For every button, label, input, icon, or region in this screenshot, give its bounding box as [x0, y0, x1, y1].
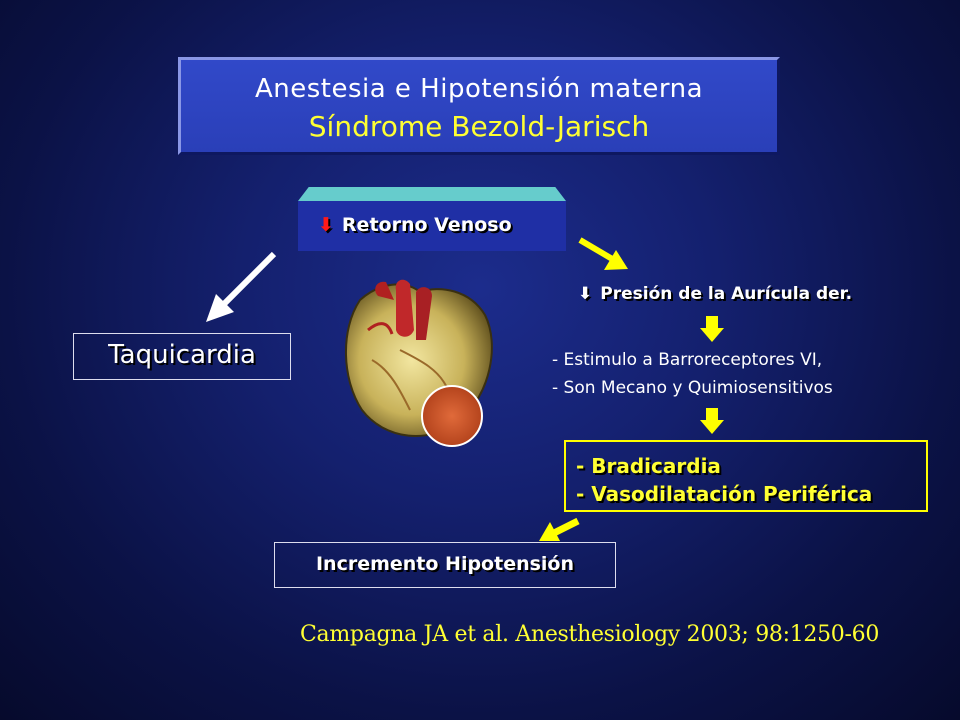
white-diagonal-arrow-icon: [206, 254, 274, 322]
yellow-diagonal-arrow-icon: [539, 521, 578, 541]
title-line-2: Síndrome Bezold-Jarisch: [308, 110, 650, 143]
heart-illustration: [346, 280, 492, 446]
down-arrow-icon: ⬇: [578, 284, 593, 304]
taquicardia-label: Taquicardia: [108, 340, 256, 370]
bradicardia-line-1: - Bradicardia: [576, 454, 721, 478]
presion-auricula-text: Presión de la Aurícula der.: [600, 284, 853, 304]
incremento-label: Incremento Hipotensión: [315, 553, 575, 575]
estimulo-line-2: - Son Mecano y Quimiosensitivos: [552, 378, 833, 398]
yellow-down-arrow-icon: [700, 316, 724, 342]
bradicardia-line-2: - Vasodilatación Periférica: [576, 482, 873, 506]
title-line-1: Anestesia e Hipotensión materna: [254, 74, 704, 104]
citation: Campagna JA et al. Anesthesiology 2003; 98:1250-60: [300, 622, 880, 647]
yellow-diagonal-arrow-icon: [580, 240, 628, 270]
retorno-venoso-text: Retorno Venoso: [341, 214, 512, 236]
estimulo-line-1: - Estimulo a Barroreceptores VI,: [552, 350, 823, 370]
red-down-arrow-icon: ⬇: [318, 214, 334, 236]
yellow-down-arrow-icon: [700, 408, 724, 434]
